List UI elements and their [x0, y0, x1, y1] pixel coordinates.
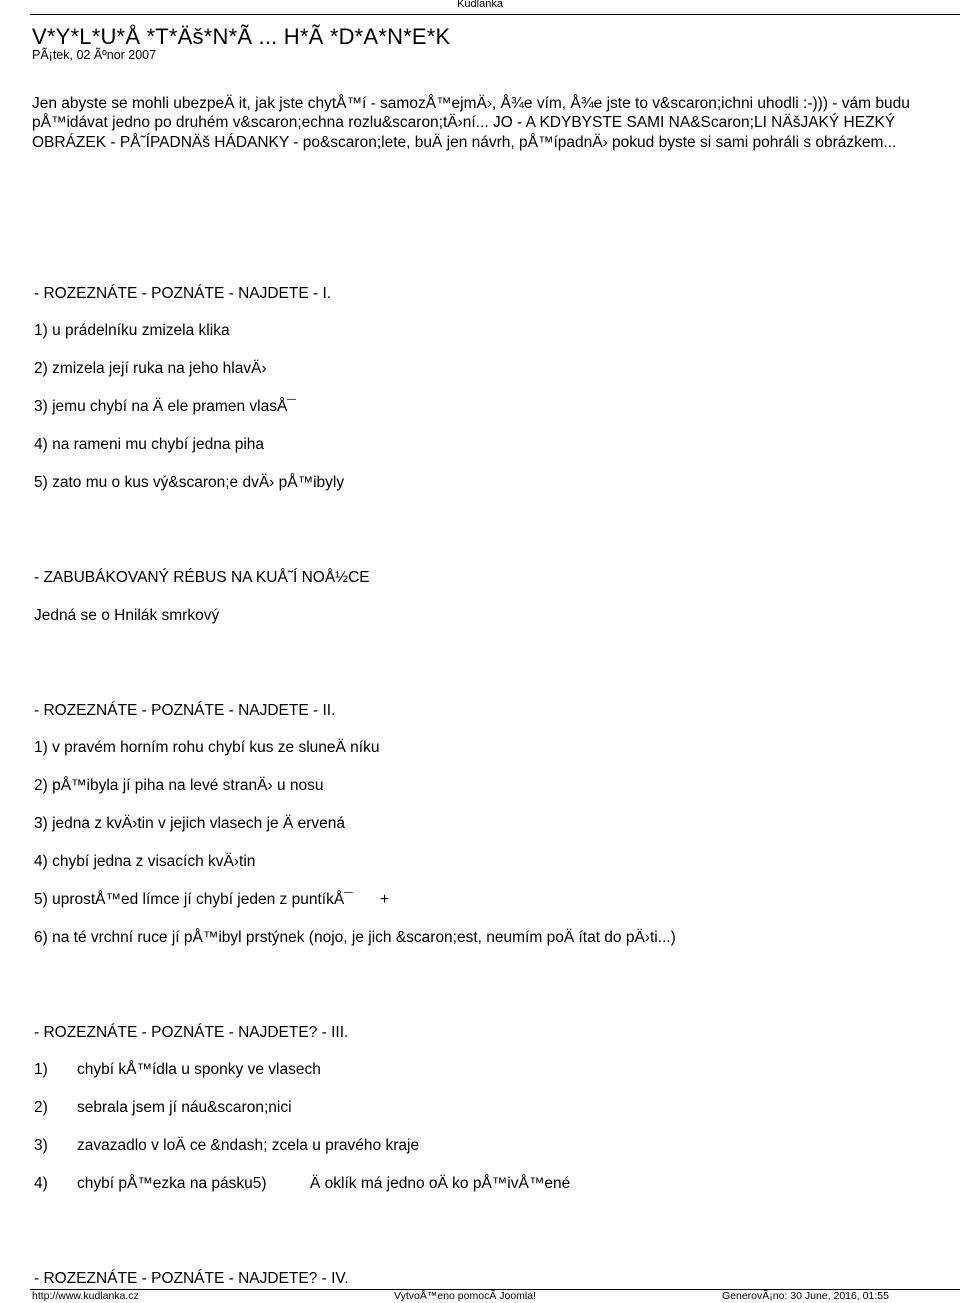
- list-item: 5) uprostÅ™ed límce jí chybí jeden z puntíkÅ¯: [34, 891, 353, 908]
- list-item: chybí pÅ™ezka na pásku5): [77, 1175, 267, 1192]
- header-rule: [30, 14, 960, 15]
- list-item: 4) na rameni mu chybí jedna piha: [34, 436, 265, 453]
- list-item: Ä oklík má jedno oÄ ko pÅ™ivÅ™ené: [310, 1175, 571, 1192]
- section-heading: - ZABUBÁKOVANÝ RÉBUS NA KUÅ˜Í NOÅ½CE: [34, 569, 370, 586]
- list-item: chybí kÅ™ídla u sponky ve vlasech: [77, 1061, 321, 1078]
- list-item-number: 3): [34, 1137, 48, 1154]
- footer-url-link[interactable]: http://www.kudlanka.cz: [32, 1290, 139, 1302]
- section-heading: - ROZEZNÁTE - POZNÁTE - NAJDETE? - IV.: [34, 1270, 349, 1287]
- list-item-number: 4): [34, 1175, 48, 1192]
- page-title: V*Y*L*U*Å *T*Äš*N*Ã ... H*Ã *D*A*N*E*K: [32, 24, 451, 49]
- list-item: 1) u prádelníku zmizela klika: [34, 322, 230, 339]
- list-item: 3) jemu chybí na Ä ele pramen vlasÅ¯: [34, 398, 296, 415]
- section-heading: - ROZEZNÁTE - POZNÁTE - NAJDETE - II.: [34, 702, 336, 719]
- list-item: 2) pÅ™ibyla jí piha na levé stranÄ› u nosu: [34, 777, 324, 794]
- list-item-number: 1): [34, 1061, 48, 1078]
- list-item: sebrala jsem jí náu&scaron;nici: [77, 1099, 292, 1116]
- list-item: 5) zato mu o kus vý&scaron;e dvÄ› pÅ™ibyly: [34, 474, 345, 491]
- section-heading: - ROZEZNÁTE - POZNÁTE - NAJDETE? - III.: [34, 1024, 349, 1041]
- intro-line-3: OBRÁZEK - PÅ˜ÍPADNÄš HÁDANKY - po&scaron;lete, buÄ jen návrh, pÅ™ípadnÄ› pokud byste si sami pohráli s obrázkem...: [32, 134, 897, 151]
- intro-line-1: Jen abyste se mohli ubezpeÄ it, jak jste chytÅ™í - samozÅ™ejmÄ›, Å¾e vím, Å¾e jste to v&scaron;ichni uhodli :-))) - vám budu: [32, 95, 910, 112]
- plus-mark: +: [380, 891, 390, 908]
- footer-generated-date: GenerovÃ¡no: 30 June, 2016, 01:55: [722, 1290, 889, 1302]
- list-item-number: 2): [34, 1099, 48, 1116]
- list-item: zavazadlo v loÄ ce &ndash; zcela u pravého kraje: [77, 1137, 420, 1154]
- list-item: 2) zmizela její ruka na jeho hlavÄ›: [34, 360, 267, 377]
- site-name: Kudlanka: [457, 0, 503, 10]
- section-heading: - ROZEZNÁTE - POZNÁTE - NAJDETE - I.: [34, 285, 332, 302]
- answer-text: Jedná se o Hnilák smrkový: [34, 607, 220, 624]
- publish-date: PÃ¡tek, 02 Ãºnor 2007: [32, 48, 157, 62]
- list-item: 4) chybí jedna z visacích kvÄ›tin: [34, 853, 256, 870]
- list-item: 1) v pravém horním rohu chybí kus ze sluneÄ níku: [34, 739, 380, 756]
- list-item: 6) na té vrchní ruce jí pÅ™ibyl prstýnek (nojo, je jich &scaron;est, neumím poÄ ítat do pÄ›ti...): [34, 929, 676, 946]
- list-item: 3) jedna z kvÄ›tin v jejich vlasech je Ä ervená: [34, 815, 346, 832]
- footer-created-with: VytvoÅ™eno pomocÃ Joomla!: [394, 1290, 537, 1302]
- intro-line-2: pÅ™idávat jedno po druhém v&scaron;echna rozlu&scaron;tÄ›ní... JO - A KDYBYSTE SAMI NA&Scaron;LI NÄšJAKÝ HEZKÝ: [32, 114, 896, 131]
